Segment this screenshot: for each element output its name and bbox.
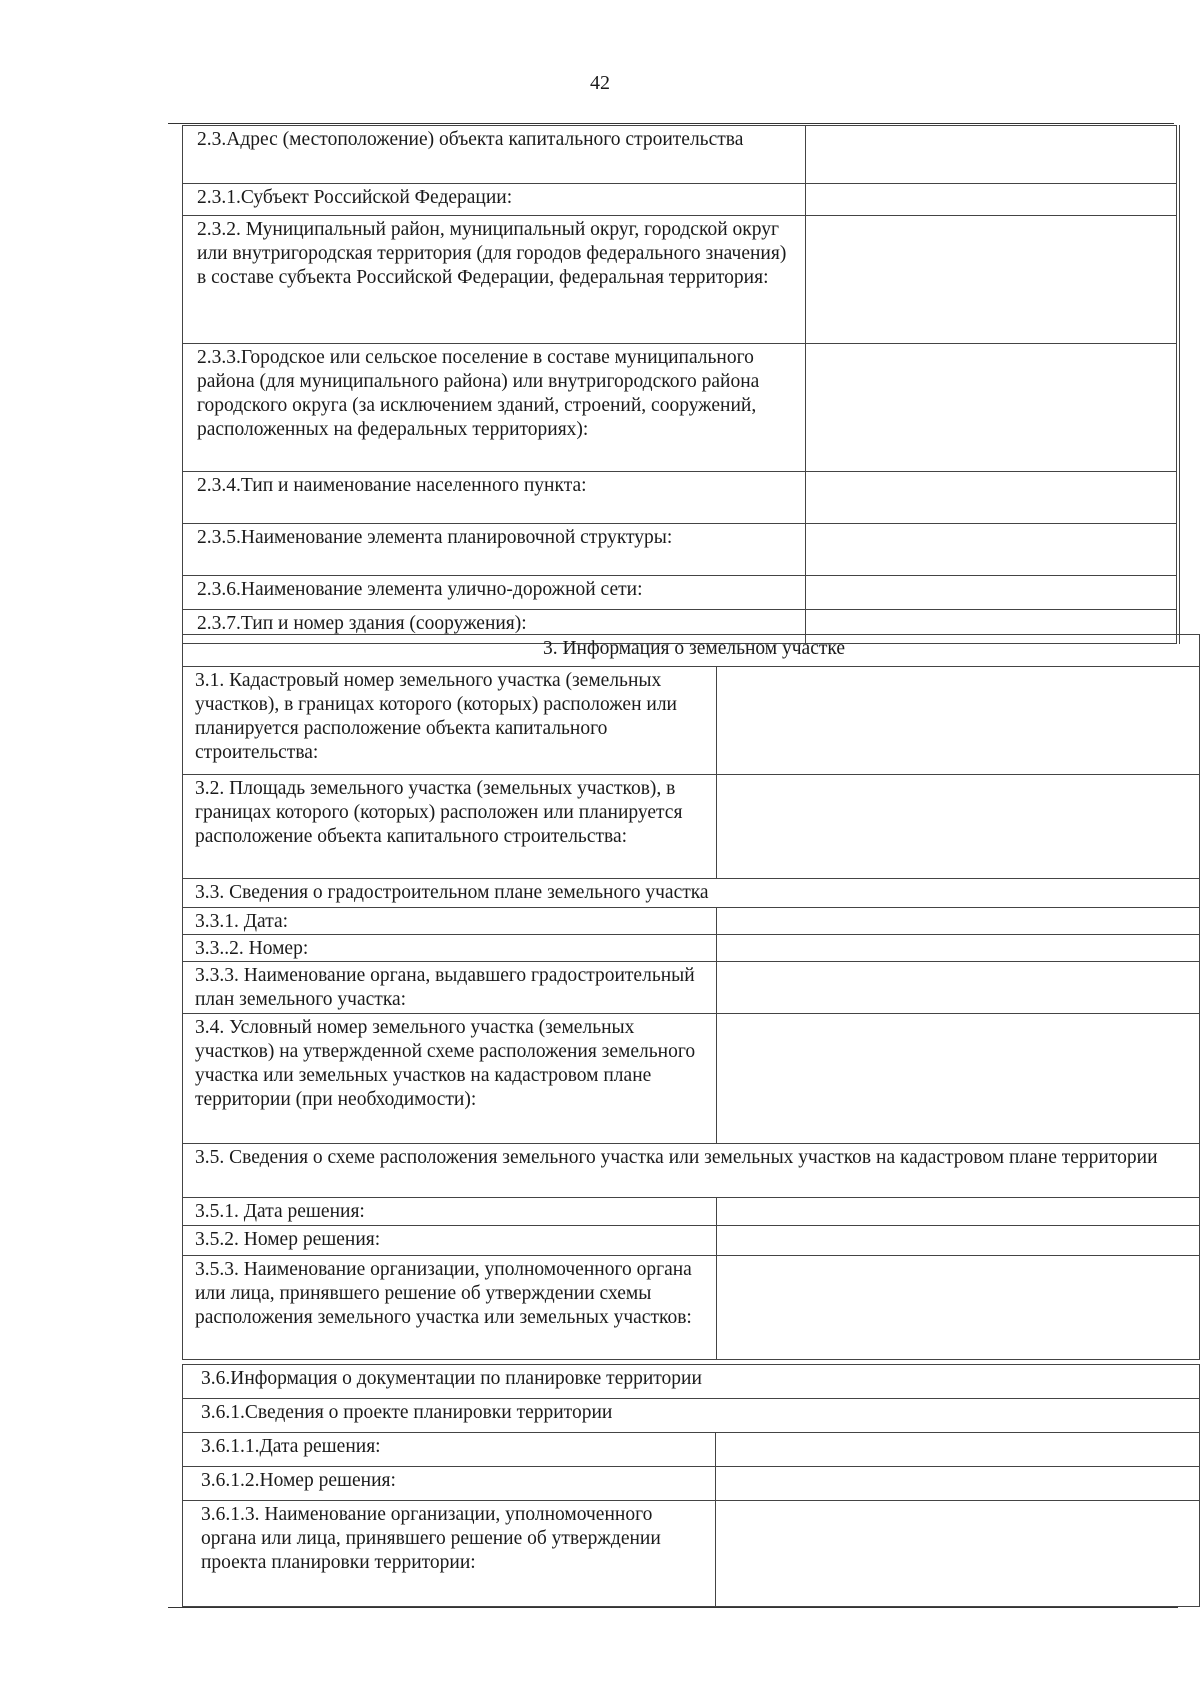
street-value-cell[interactable]: [806, 576, 1179, 610]
table-row: [183, 1014, 1200, 1144]
planning-element-value-cell[interactable]: [806, 524, 1179, 576]
row-label: 3.5.3. Наименование организации, уполномоченного органа или лица, принявшего решение об утверждении схемы расположения земельного участка или земельных участков:: [183, 1256, 717, 1360]
table-row: [183, 667, 1200, 775]
address-value-cell[interactable]: [806, 126, 1179, 184]
row-label: 3.2. Площадь земельного участка (земельных участков), в границах которого (которых) расположен или планируется расположение объекта капитального строительства:: [183, 775, 717, 879]
table-row: [183, 1198, 1200, 1226]
row-label: 3.5. Сведения о схеме расположения земельного участка или земельных участков на кадастровом плане территории: [183, 1144, 1200, 1198]
table-row: [183, 524, 1179, 576]
municipal-district-value-cell[interactable]: [806, 216, 1179, 344]
row-label: 2.3.6.Наименование элемента улично-дорожной сети:: [183, 576, 806, 610]
row-label: 3.3. Сведения о градостроительном плане земельного участка: [183, 879, 1200, 908]
conditional-number-value-cell[interactable]: [716, 1014, 1199, 1144]
table-row: [183, 908, 1200, 935]
row-label: 3.4. Условный номер земельного участка (земельных участков) на утвержденной схеме расположения земельного участка или земельных участков на кадастровом плане территории (при необходимости):: [183, 1014, 717, 1144]
gpzu-date-value-cell[interactable]: [716, 908, 1199, 935]
table-row: [183, 1226, 1200, 1256]
row-label: [183, 216, 806, 344]
page-number: 42: [590, 72, 610, 94]
ppt-number-value-cell[interactable]: [715, 1467, 1199, 1501]
scheme-date-value-cell[interactable]: [716, 1198, 1199, 1226]
table-row: [183, 635, 1200, 667]
table-row: [183, 935, 1200, 962]
table-row: [183, 962, 1200, 1014]
row-label: 3.6.1.2.Номер решения:: [183, 1467, 716, 1501]
municipal-district-label: 2.3.2. Муниципальный район, муниципальный округ, городской округ или внутригородская территория (для городов федерального значения) в составе субъекта Российской Федерации, федеральная территория:: [197, 219, 787, 288]
land-plot-table: [182, 634, 1200, 1360]
row-label: 3.6.1.3. Наименование организации, уполномоченного органа или лица, принявшего решение об утверждении проекта планировки территории:: [183, 1501, 716, 1607]
locality-value-cell[interactable]: [806, 472, 1179, 524]
row-label: 3.3..2. Номер:: [183, 935, 717, 962]
row-label: 2.3.1.Субъект Российской Федерации:: [183, 184, 806, 216]
row-label: 2.3.3.Городское или сельское поселение в составе муниципального района (для муниципального района) или внутригородского района городского округа (за исключением зданий, строений, сооружений, расположенных на федеральных территориях):: [183, 344, 806, 472]
row-label: 2.3.5.Наименование элемента планировочной структуры:: [183, 524, 806, 576]
row-label: 3.1. Кадастровый номер земельного участка (земельных участков), в границах которого (которых) расположен или планируется расположение объекта капитального строительства:: [183, 667, 717, 775]
table-row: [183, 576, 1179, 610]
row-label: 3.3.3. Наименование органа, выдавшего градостроительный план земельного участка:: [183, 962, 717, 1014]
gpzu-authority-value-cell[interactable]: [716, 962, 1199, 1014]
subject-value-cell[interactable]: [806, 184, 1179, 216]
row-label: 2.3.4.Тип и наименование населенного пункта:: [183, 472, 806, 524]
table-row: [183, 472, 1179, 524]
table-row: [183, 1501, 1200, 1607]
table-row: [183, 1144, 1200, 1198]
table-row: [183, 1256, 1200, 1360]
section-3-heading: 3. Информация о земельном участке: [183, 635, 1200, 667]
ppt-date-value-cell[interactable]: [715, 1433, 1199, 1467]
table-row: [183, 1399, 1200, 1433]
address-table: [182, 125, 1180, 644]
scheme-authority-value-cell[interactable]: [716, 1256, 1199, 1360]
scheme-number-value-cell[interactable]: [716, 1226, 1199, 1256]
gpzu-number-value-cell[interactable]: [716, 935, 1199, 962]
top-rule: [168, 123, 1174, 124]
table-row: [183, 1365, 1200, 1399]
row-label: 2.3.7.Тип и номер здания (сооружения):: [183, 610, 806, 644]
ppt-authority-value-cell[interactable]: [715, 1501, 1199, 1607]
settlement-value-cell[interactable]: [806, 344, 1179, 472]
address-heading: 2.3.Адрес (местоположение) объекта капитального строительства: [183, 126, 806, 184]
table-row: [183, 184, 1179, 216]
table-row: [183, 775, 1200, 879]
row-label: 3.5.1. Дата решения:: [183, 1198, 717, 1226]
table-row: [183, 1433, 1200, 1467]
row-label: 3.6.1.1.Дата решения:: [183, 1433, 716, 1467]
table-row: [183, 1467, 1200, 1501]
table-row: [183, 126, 1179, 184]
table-row: [183, 344, 1179, 472]
planning-docs-table: [182, 1364, 1200, 1607]
row-label: 3.3.1. Дата:: [183, 908, 717, 935]
table-row: [183, 879, 1200, 908]
row-label: 3.6.1.Сведения о проекте планировки территории: [183, 1399, 1200, 1433]
bottom-rule: [168, 1607, 1178, 1608]
row-label: 3.6.Информация о документации по планировке территории: [183, 1365, 1200, 1399]
area-value-cell[interactable]: [716, 775, 1199, 879]
row-label: 3.5.2. Номер решения:: [183, 1226, 717, 1256]
table-row: [183, 216, 1179, 344]
cadastral-number-value-cell[interactable]: [716, 667, 1199, 775]
